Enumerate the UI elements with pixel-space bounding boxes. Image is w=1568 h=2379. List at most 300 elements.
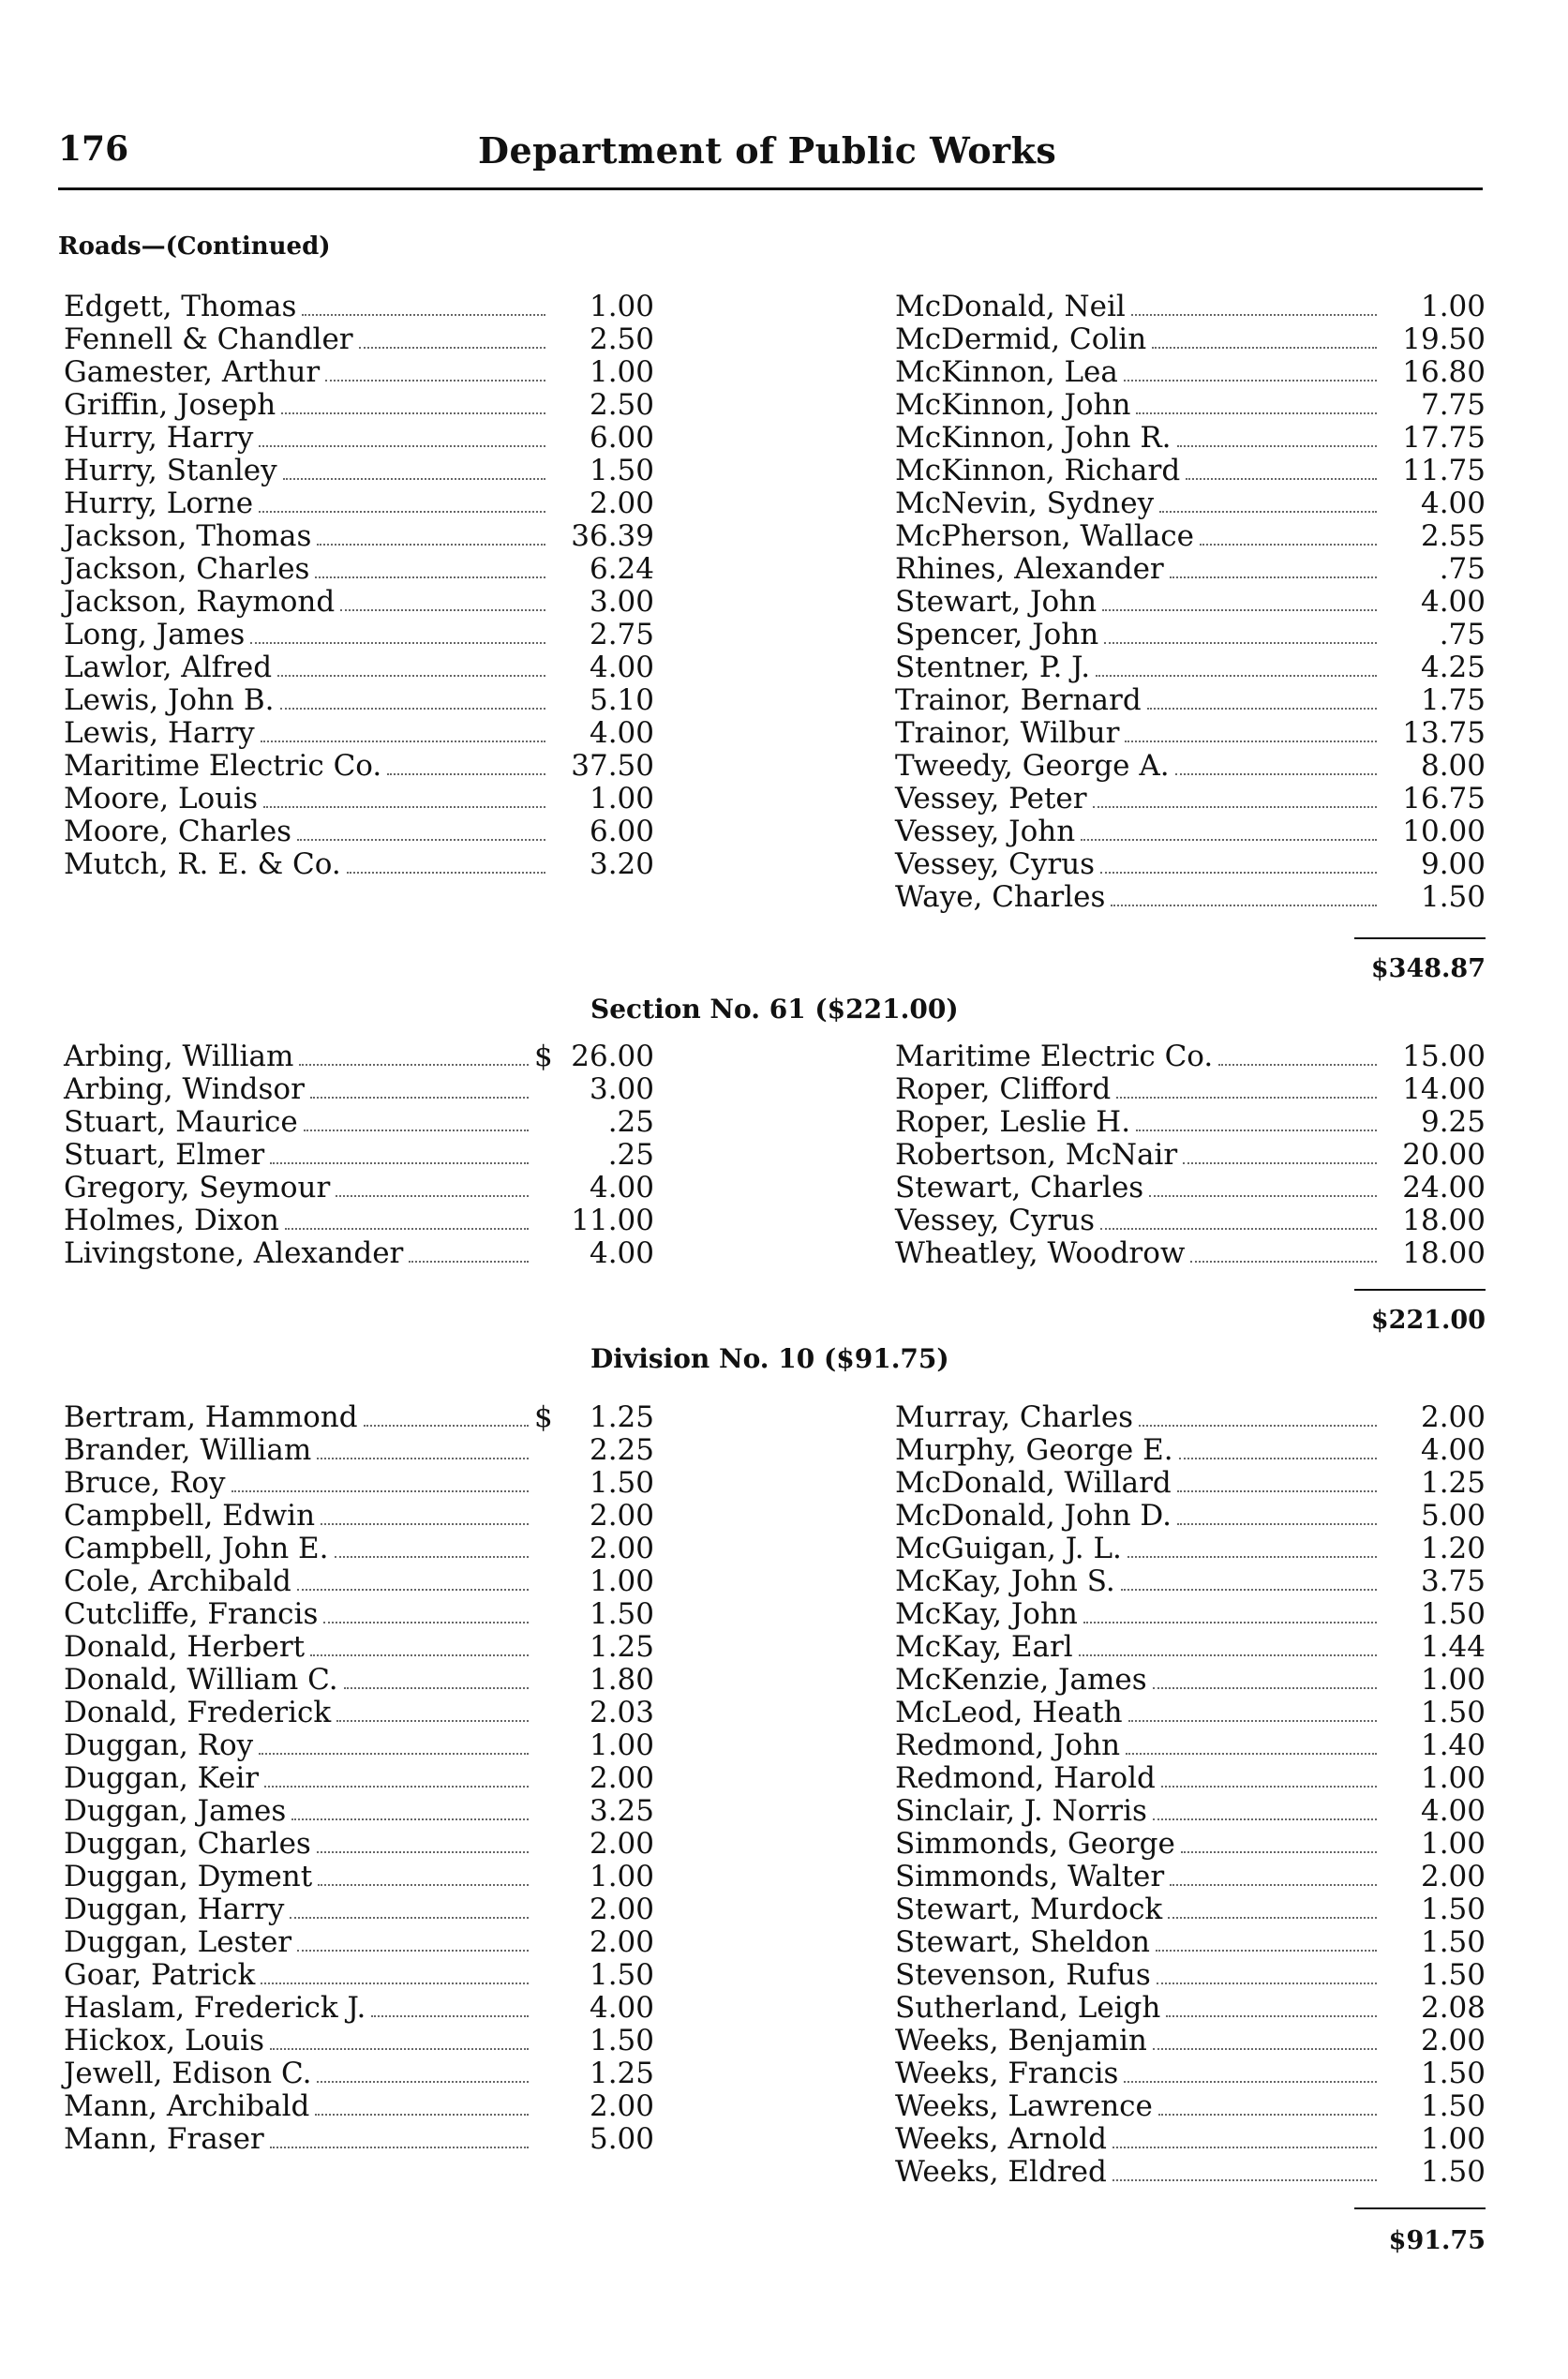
amount: 1.00 — [1420, 290, 1486, 323]
dot-leader — [1179, 1458, 1377, 1459]
payee-name: Maritime Electric Co. — [64, 749, 382, 783]
ledger-row — [64, 1959, 654, 1992]
dot-leader — [1153, 1687, 1377, 1689]
payee-name: Duggan, James — [64, 1794, 287, 1828]
amount: 7.75 — [1420, 388, 1486, 422]
dot-leader — [1096, 675, 1377, 677]
ledger-row — [64, 1795, 654, 1828]
amount: 17.75 — [1402, 421, 1486, 455]
ledger-row — [895, 455, 1486, 487]
payee-name: Arbing, Windsor — [64, 1072, 305, 1106]
ledger-row — [64, 586, 654, 619]
dot-leader — [281, 412, 545, 414]
amount: 2.50 — [589, 322, 654, 356]
ledger-row — [64, 717, 654, 750]
dot-leader — [1177, 445, 1377, 447]
payee-name: Stuart, Elmer — [64, 1138, 265, 1172]
block2-total-rule — [1354, 1289, 1486, 1291]
amount: 4.00 — [589, 1991, 654, 2025]
payee-name: Fennell & Chandler — [64, 322, 353, 356]
payee-name: Jackson, Raymond — [64, 585, 336, 619]
dot-leader — [1124, 380, 1377, 382]
amount: 3.25 — [589, 1794, 654, 1828]
amount: 3.00 — [589, 1072, 654, 1106]
payee-name: Vessey, John — [895, 815, 1076, 848]
ledger-row — [895, 586, 1486, 619]
payee-name: Stewart, Charles — [895, 1171, 1144, 1204]
amount: 1.50 — [1420, 1893, 1486, 1926]
payee-name: Roper, Clifford — [895, 1072, 1112, 1106]
ledger-row — [895, 1664, 1486, 1697]
ledger-row — [895, 2090, 1486, 2123]
payee-name: Maritime Electric Co. — [895, 1040, 1214, 1073]
ledger-row — [64, 1040, 654, 1073]
ledger-row — [895, 1861, 1486, 1893]
amount: 5.10 — [589, 683, 654, 717]
payee-name: Mann, Fraser — [64, 2122, 264, 2156]
ledger-row — [64, 553, 654, 586]
amount: 1.25 — [589, 1400, 654, 1434]
ledger-row — [895, 356, 1486, 389]
payee-name: Stentner, P. J. — [895, 651, 1091, 684]
ledger-row — [64, 1434, 654, 1467]
payee-name: Mann, Archibald — [64, 2089, 310, 2123]
amount: 2.00 — [589, 1893, 654, 1926]
amount: 11.75 — [1402, 454, 1486, 487]
dot-leader — [344, 1687, 529, 1689]
ledger-row — [895, 422, 1486, 455]
amount: 1.00 — [589, 290, 654, 323]
payee-name: Duggan, Keir — [64, 1761, 260, 1795]
dollar-sign: $ — [534, 1400, 553, 1434]
ledger-row — [895, 651, 1486, 684]
payee-name: Weeks, Arnold — [895, 2122, 1108, 2156]
ledger-row — [64, 291, 654, 323]
block1-left-column — [64, 291, 654, 881]
ledger-row — [64, 1565, 654, 1598]
amount: 1.00 — [589, 1860, 654, 1893]
dot-leader — [317, 1851, 529, 1853]
payee-name: Waye, Charles — [895, 880, 1106, 914]
payee-name: Livingstone, Alexander — [64, 1236, 404, 1270]
dot-leader — [1104, 642, 1377, 644]
payee-name: Duggan, Dyment — [64, 1860, 313, 1893]
dot-leader — [1152, 347, 1377, 349]
dot-leader — [280, 708, 545, 710]
dot-leader — [1183, 1162, 1377, 1164]
dot-leader — [1186, 478, 1377, 480]
dot-leader — [1128, 1720, 1377, 1722]
payee-name: McKinnon, John — [895, 388, 1131, 422]
dot-leader — [1093, 806, 1377, 808]
payee-name: Wheatley, Woodrow — [895, 1236, 1186, 1270]
ledger-row — [895, 848, 1486, 881]
dot-leader — [1127, 1556, 1377, 1558]
amount: 16.80 — [1402, 355, 1486, 389]
payee-name: Rhines, Alexander — [895, 552, 1164, 586]
dot-leader — [259, 445, 545, 447]
dot-leader — [364, 1425, 529, 1427]
ledger-row — [895, 1762, 1486, 1795]
amount: 15.00 — [1402, 1040, 1486, 1073]
block3-left-column — [64, 1401, 654, 2156]
dot-leader — [1131, 314, 1377, 316]
header-rule — [58, 187, 1483, 190]
ledger-row — [895, 619, 1486, 651]
payee-name: Hurry, Lorne — [64, 486, 254, 520]
dot-leader — [304, 1130, 529, 1131]
dot-leader — [340, 609, 545, 611]
ledger-row — [64, 1401, 654, 1434]
amount: 4.00 — [1420, 1794, 1486, 1828]
amount: 4.00 — [1420, 486, 1486, 520]
dot-leader — [1116, 1097, 1377, 1099]
amount: 6.00 — [589, 421, 654, 455]
dot-leader — [1147, 708, 1377, 710]
amount: 14.00 — [1402, 1072, 1486, 1106]
block3-right-column — [895, 1401, 1486, 2189]
dot-leader — [359, 347, 545, 349]
ledger-row — [895, 1565, 1486, 1598]
ledger-row — [895, 1959, 1486, 1992]
payee-name: Simmonds, George — [895, 1827, 1175, 1861]
amount: 2.00 — [589, 1532, 654, 1565]
ledger-row — [64, 1237, 654, 1270]
ledger-row — [64, 356, 654, 389]
dot-leader — [1125, 741, 1377, 742]
dot-leader — [270, 2048, 529, 2050]
ledger-row — [64, 1861, 654, 1893]
dot-leader — [270, 1162, 529, 1164]
amount: 1.20 — [1420, 1532, 1486, 1565]
amount: 5.00 — [589, 2122, 654, 2156]
amount: 1.50 — [1420, 2057, 1486, 2090]
dot-leader — [317, 2081, 529, 2083]
payee-name: Brander, William — [64, 1433, 312, 1467]
ledger-row — [64, 1762, 654, 1795]
amount: 1.50 — [1420, 880, 1486, 914]
ledger-row — [895, 1467, 1486, 1500]
dot-leader — [1181, 1851, 1377, 1853]
amount: 1.00 — [1420, 2122, 1486, 2156]
ledger-row — [64, 1828, 654, 1861]
payee-name: Spencer, John — [895, 618, 1099, 651]
ledger-row — [64, 1926, 654, 1959]
payee-name: Duggan, Roy — [64, 1728, 254, 1762]
ledger-row — [64, 1598, 654, 1631]
payee-name: Duggan, Charles — [64, 1827, 311, 1861]
payee-name: Edgett, Thomas — [64, 290, 297, 323]
ledger-row — [64, 1664, 654, 1697]
amount: .25 — [607, 1105, 654, 1139]
ledger-row — [895, 881, 1486, 914]
payee-name: Donald, William C. — [64, 1663, 338, 1697]
payee-name: McKay, Earl — [895, 1630, 1073, 1664]
ledger-row — [895, 487, 1486, 520]
amount: 2.08 — [1420, 1991, 1486, 2025]
amount: 1.50 — [1420, 2155, 1486, 2189]
amount: 1.50 — [1420, 1597, 1486, 1631]
ledger-row — [895, 1795, 1486, 1828]
ledger-row — [895, 2123, 1486, 2156]
payee-name: Stuart, Maurice — [64, 1105, 298, 1139]
ledger-row — [895, 1106, 1486, 1139]
dot-leader — [1153, 2048, 1377, 2050]
section-label: Roads—(Continued) — [58, 232, 331, 261]
amount: 20.00 — [1402, 1138, 1486, 1172]
dot-leader — [323, 1622, 529, 1623]
ledger-row — [895, 291, 1486, 323]
ledger-row — [895, 1631, 1486, 1664]
payee-name: Arbing, William — [64, 1040, 294, 1073]
payee-name: McKay, John — [895, 1597, 1078, 1631]
amount: 26.00 — [571, 1040, 654, 1073]
payee-name: McDermid, Colin — [895, 322, 1147, 356]
block3-total-rule — [1354, 2207, 1486, 2209]
ledger-row — [895, 783, 1486, 815]
amount: 2.00 — [589, 2089, 654, 2123]
dot-leader — [1111, 905, 1377, 906]
amount: 1.25 — [589, 2057, 654, 2090]
dot-leader — [387, 773, 545, 775]
ledger-row — [895, 750, 1486, 783]
dot-leader — [231, 1490, 530, 1492]
ledger-row — [64, 1172, 654, 1204]
amount: 1.00 — [1420, 1761, 1486, 1795]
ledger-row — [895, 1401, 1486, 1434]
block3-heading: Division No. 10 ($91.75) — [590, 1343, 949, 1374]
dot-leader — [1168, 1917, 1377, 1919]
dot-leader — [1218, 1064, 1377, 1066]
dot-leader — [317, 1458, 529, 1459]
amount: 4.00 — [589, 1171, 654, 1204]
amount: 2.25 — [589, 1433, 654, 1467]
amount: .75 — [1439, 618, 1486, 651]
amount: 1.40 — [1420, 1728, 1486, 1762]
amount: 1.00 — [589, 355, 654, 389]
ledger-row — [64, 619, 654, 651]
payee-name: Holmes, Dixon — [64, 1204, 279, 1237]
payee-name: Weeks, Lawrence — [895, 2089, 1153, 2123]
payee-name: Hickox, Louis — [64, 2024, 264, 2057]
dot-leader — [317, 544, 545, 546]
ledger-row — [895, 1237, 1486, 1270]
dot-leader — [1153, 1818, 1377, 1820]
dot-leader — [310, 1654, 529, 1656]
ledger-row — [64, 651, 654, 684]
amount: 5.00 — [1420, 1499, 1486, 1533]
payee-name: Campbell, Edwin — [64, 1499, 316, 1533]
payee-name: Gregory, Seymour — [64, 1171, 331, 1204]
payee-name: Simmonds, Walter — [895, 1860, 1165, 1893]
dot-leader — [371, 2015, 529, 2017]
payee-name: Lewis, John B. — [64, 683, 275, 717]
block1-total: $348.87 — [1370, 954, 1486, 983]
amount: 18.00 — [1402, 1236, 1486, 1270]
ledger-row — [895, 1926, 1486, 1959]
amount: 1.00 — [1420, 1827, 1486, 1861]
ledger-row — [64, 1533, 654, 1565]
dot-leader — [1113, 2179, 1377, 2181]
ledger-row — [64, 848, 654, 881]
amount: .25 — [607, 1138, 654, 1172]
dot-leader — [347, 872, 545, 874]
dot-leader — [283, 478, 545, 480]
amount: 1.50 — [1420, 1696, 1486, 1729]
payee-name: Duggan, Lester — [64, 1925, 292, 1959]
ledger-row — [64, 1106, 654, 1139]
payee-name: Redmond, John — [895, 1728, 1121, 1762]
ledger-row — [895, 1697, 1486, 1729]
payee-name: Stewart, John — [895, 585, 1098, 619]
dot-leader — [310, 1097, 529, 1099]
payee-name: Bertram, Hammond — [64, 1400, 358, 1434]
amount: 11.00 — [571, 1204, 654, 1237]
payee-name: Stewart, Murdock — [895, 1893, 1163, 1926]
amount: 4.00 — [589, 1236, 654, 1270]
dot-leader — [1177, 1523, 1377, 1525]
ledger-row — [64, 1893, 654, 1926]
ledger-row — [895, 717, 1486, 750]
dot-leader — [250, 642, 545, 644]
payee-name: Weeks, Eldred — [895, 2155, 1107, 2189]
ledger-row — [64, 783, 654, 815]
payee-name: Cole, Archibald — [64, 1564, 291, 1598]
payee-name: Bruce, Roy — [64, 1466, 226, 1500]
ledger-row — [64, 1729, 654, 1762]
payee-name: Moore, Louis — [64, 782, 258, 815]
amount: 10.00 — [1402, 815, 1486, 848]
payee-name: McDonald, Neil — [895, 290, 1126, 323]
amount: 1.50 — [589, 1958, 654, 1992]
dot-leader — [297, 1950, 529, 1952]
amount: 1.80 — [589, 1663, 654, 1697]
dot-leader — [290, 1917, 529, 1919]
ledger-row — [64, 1467, 654, 1500]
dot-leader — [259, 1753, 529, 1755]
ledger-row — [895, 389, 1486, 422]
dot-leader — [336, 1720, 529, 1722]
payee-name: Sutherland, Leigh — [895, 1991, 1161, 2025]
ledger-row — [895, 1172, 1486, 1204]
ledger-row — [895, 323, 1486, 356]
ledger-row — [895, 553, 1486, 586]
page-title: Department of Public Works — [478, 129, 1057, 172]
amount: 2.00 — [589, 1499, 654, 1533]
ledger-row — [895, 1828, 1486, 1861]
dot-leader — [259, 511, 545, 513]
ledger-row — [64, 1992, 654, 2025]
amount: 9.00 — [1420, 847, 1486, 881]
payee-name: Jackson, Charles — [64, 552, 310, 586]
ledger-row — [895, 1040, 1486, 1073]
payee-name: Hurry, Harry — [64, 421, 254, 455]
amount: 3.75 — [1420, 1564, 1486, 1598]
ledger-row — [64, 487, 654, 520]
amount: 1.25 — [589, 1630, 654, 1664]
block1-total-rule — [1354, 937, 1486, 939]
dot-leader — [336, 1195, 529, 1197]
ledger-row — [895, 1139, 1486, 1172]
amount: 1.50 — [1420, 2089, 1486, 2123]
ledger-row — [64, 2025, 654, 2057]
amount: 1.50 — [1420, 1925, 1486, 1959]
dot-leader — [302, 314, 545, 316]
ledger-row — [64, 1697, 654, 1729]
payee-name: McDonald, Willard — [895, 1466, 1172, 1500]
dot-leader — [264, 1786, 529, 1788]
payee-name: Mutch, R. E. & Co. — [64, 847, 341, 881]
dot-leader — [1126, 1753, 1377, 1755]
dot-leader — [277, 675, 545, 677]
ledger-row — [64, 1631, 654, 1664]
dot-leader — [1083, 1622, 1377, 1623]
ledger-row — [895, 1533, 1486, 1565]
dot-leader — [1166, 2015, 1377, 2017]
payee-name: Roper, Leslie H. — [895, 1105, 1131, 1139]
payee-name: McLeod, Heath — [895, 1696, 1123, 1729]
block2-right-column — [895, 1040, 1486, 1270]
dot-leader — [1100, 872, 1377, 874]
dot-leader — [318, 1884, 529, 1886]
amount: 2.00 — [589, 1925, 654, 1959]
ledger-row — [64, 2090, 654, 2123]
dot-leader — [299, 1064, 529, 1066]
ledger-row — [895, 815, 1486, 848]
amount: 37.50 — [571, 749, 654, 783]
amount: 1.50 — [589, 2024, 654, 2057]
amount: .75 — [1439, 552, 1486, 586]
amount: 1.50 — [589, 1597, 654, 1631]
payee-name: Gamester, Arthur — [64, 355, 321, 389]
payee-name: Long, James — [64, 618, 246, 651]
dot-leader — [321, 1523, 529, 1525]
dot-leader — [1124, 2081, 1377, 2083]
ledger-row — [64, 815, 654, 848]
ledger-row — [64, 1073, 654, 1106]
payee-name: Duggan, Harry — [64, 1893, 285, 1926]
page-number: 176 — [58, 129, 129, 169]
amount: 2.03 — [589, 1696, 654, 1729]
amount: 24.00 — [1402, 1171, 1486, 1204]
payee-name: Campbell, John E. — [64, 1532, 329, 1565]
dot-leader — [1170, 1884, 1377, 1886]
payee-name: McKay, John S. — [895, 1564, 1115, 1598]
amount: 2.00 — [1420, 1860, 1486, 1893]
ledger-row — [64, 2057, 654, 2090]
amount: 2.75 — [589, 618, 654, 651]
payee-name: Goar, Patrick — [64, 1958, 256, 1992]
ledger-row — [895, 1992, 1486, 2025]
dot-leader — [270, 2147, 529, 2148]
block2-total: $221.00 — [1370, 1306, 1486, 1335]
amount: 3.20 — [589, 847, 654, 881]
amount: 1.00 — [1420, 1663, 1486, 1697]
payee-name: McDonald, John D. — [895, 1499, 1172, 1533]
dot-leader — [325, 380, 545, 382]
payee-name: McKinnon, John R. — [895, 421, 1172, 455]
amount: 2.00 — [589, 1761, 654, 1795]
amount: 2.00 — [589, 1827, 654, 1861]
payee-name: Murray, Charles — [895, 1400, 1134, 1434]
block2-heading: Section No. 61 ($221.00) — [590, 994, 959, 1025]
dot-leader — [1157, 1982, 1377, 1984]
dot-leader — [1161, 1786, 1377, 1788]
dot-leader — [285, 1228, 529, 1230]
dot-leader — [1200, 544, 1377, 546]
ledger-row — [64, 684, 654, 717]
ledger-row — [895, 1434, 1486, 1467]
